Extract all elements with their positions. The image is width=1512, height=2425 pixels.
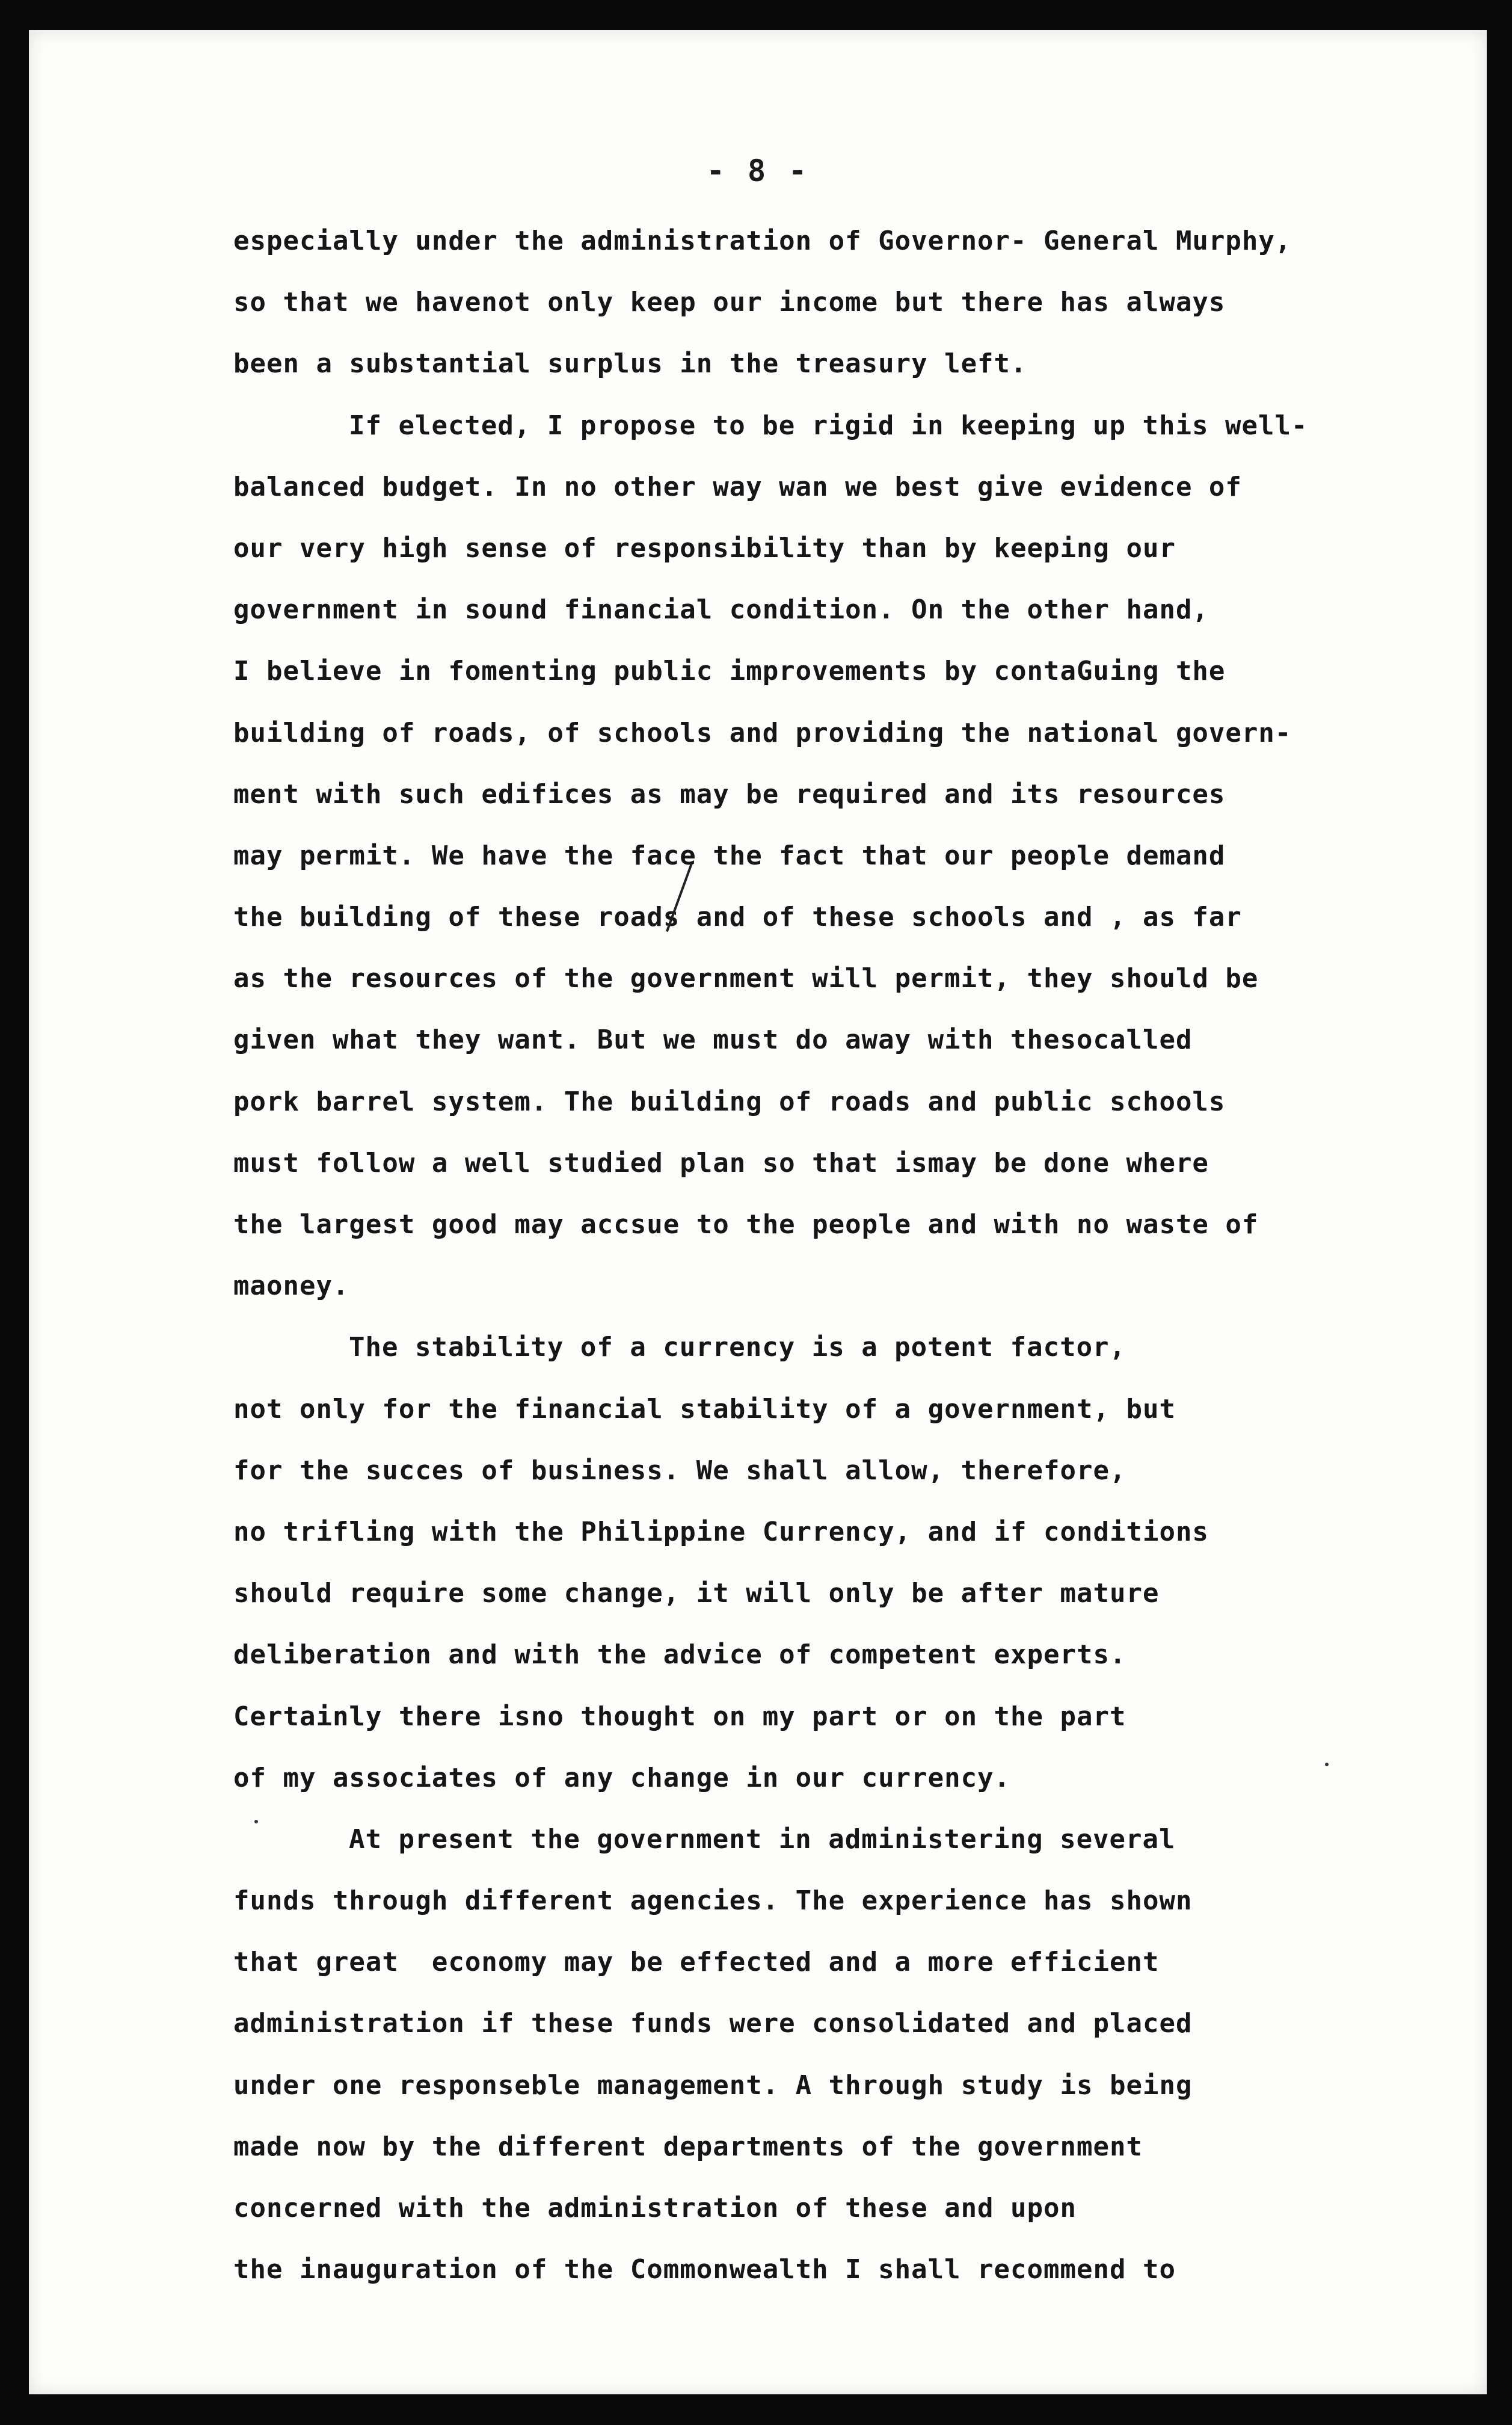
text-line: balanced budget. In no other way wan we best give evidence of [233,471,1242,502]
text-line: I believe in fomenting public improvements by contaGuing the [233,656,1226,687]
document-page [29,30,1487,2394]
body-text [233,211,1430,2300]
text-line: should require some change, it will only be after mature [233,1578,1160,1609]
text-line: government in sound financial condition. On the other hand, [233,594,1209,626]
text-line: so that we havenot only keep our income but there has always [233,287,1226,318]
text-line: pork barrel system. The building of roads and public schools [233,1086,1226,1117]
text-line: the inauguration of the Commonwealth I shall recommend to [233,2254,1176,2285]
text-line: building of roads, of schools and providing the national govern- [233,717,1292,748]
text-line: the building of these roads and of these schools and , as far [233,902,1242,933]
text-line: not only for the financial stability of a government, but [233,1393,1176,1425]
text-line: our very high sense of responsibility than by keeping our [233,532,1176,564]
text-line: Certainly there isno thought on my part or on the part [233,1701,1126,1732]
text-line: under one responseble management. A through study is being [233,2069,1193,2101]
text-line: no trifling with the Philippine Currency, and if conditions [233,1516,1209,1547]
text-line: as the resources of the government will permit, they should be [233,963,1259,994]
text-line: deliberation and with the advice of competent experts. [233,1639,1126,1671]
text-line: for the succes of business. We shall allow, therefore, [233,1455,1126,1486]
text-line: maoney. [233,1271,349,1302]
text-line: may permit. We have the face the fact that our people demand [233,840,1226,871]
text-line: made now by the different departments of the government [233,2131,1143,2162]
text-line: of my associates of any change in our currency. [233,1762,1011,1793]
text-line: must follow a well studied plan so that ismay be done where [233,1147,1209,1179]
text-line: been a substantial surplus in the treasury left. [233,348,1027,380]
text-line: especially under the administration of Governor- General Murphy, [233,226,1292,256]
paragraph-start-line: At present the government in administering several [349,1823,1176,1855]
text-line: concerned with the administration of these and upon [233,2193,1077,2223]
paragraph-start-line: The stability of a currency is a potent factor, [349,1332,1126,1363]
text-line: funds through different agencies. The experience has shown [233,1885,1193,1917]
ink-speck [1325,1763,1329,1766]
text-line: given what they want. But we must do away with thesocalled [233,1025,1193,1056]
text-line: the largest good may accsue to the people and with no waste of [233,1209,1259,1240]
text-line: that great economy may be effected and a more efficient [233,1947,1160,1978]
page-number: - 8 - [706,153,810,188]
text-line: administration if these funds were consolidated and placed [233,2008,1193,2039]
text-line: ment with such edifices as may be required and its resources [233,778,1226,810]
paragraph-start-line: If elected, I propose to be rigid in keeping up this well- [349,410,1308,441]
ink-speck [254,1820,258,1823]
